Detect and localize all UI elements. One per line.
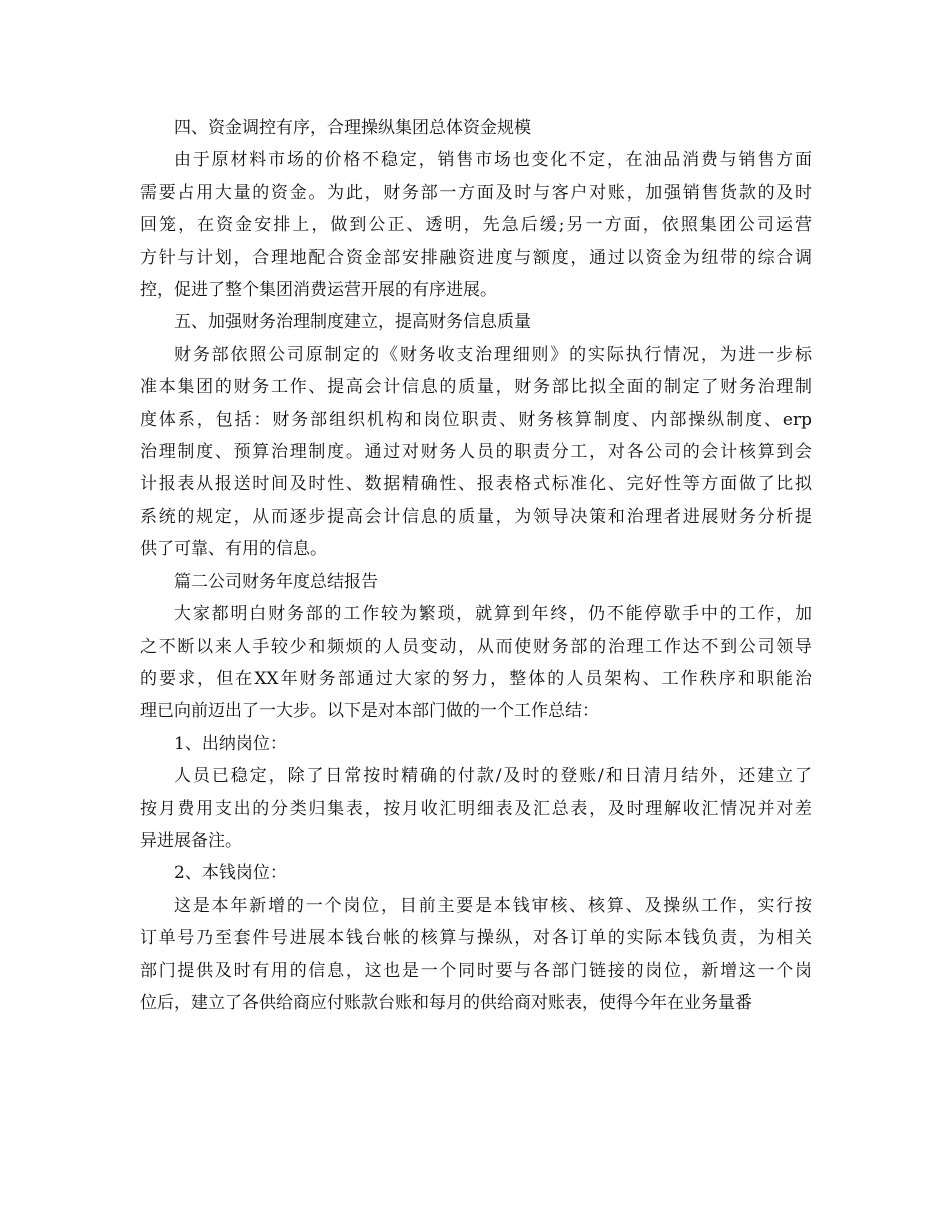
text-line: 订单号乃至套件号进展本钱台帐的核算与操纵，对各订单的实际本钱负责，为相关: [140, 928, 812, 949]
text-line: 财务部依照公司原制定的《财务收支治理细则》的实际执行情况，为进一步标: [174, 344, 812, 365]
text-line: 由于原材料市场的价格不稳定，销售市场也变化不定，在油品消费与销售方面: [174, 150, 812, 171]
paragraph: [140, 339, 812, 566]
text-line: 异进展备注。: [140, 830, 242, 851]
text-line: 这是本年新增的一个岗位，目前主要是本钱审核、核算、及操纵工作，实行按: [174, 895, 812, 916]
text-line: 供了可靠、有用的信息。: [140, 539, 327, 560]
text-line: 理已向前迈出了一大步。以下是对本部门做的一个工作总结：: [140, 701, 599, 722]
text-line: 控，促进了整个集团消费运营开展的有序进展。: [140, 280, 497, 301]
paragraph: [140, 144, 812, 306]
text-line: 人员已稳定，除了日常按时精确的付款/及时的登账/和日清月结外，还建立了: [174, 766, 812, 787]
text-line: 位后，建立了各供给商应付账款台账和每月的供给商对账表，使得今年在业务量番: [140, 992, 752, 1013]
text-line: 篇二公司财务年度总结报告: [174, 571, 378, 592]
text-line: 按月费用支出的分类归集表，按月收汇明细表及汇总表，及时理解收汇情况并对差: [140, 798, 812, 819]
text-line: 回笼，在资金安排上，做到公正、透明，先急后缓;另一方面，依照集团公司运营: [140, 215, 812, 236]
text-line: 准本集团的财务工作、提高会计信息的质量，财务部比拟全面的制定了财务治理制: [140, 377, 812, 398]
text-line: 五、加强财务治理制度建立，提高财务信息质量: [174, 312, 531, 333]
text-line: 系统的规定，从而逐步提高会计信息的质量，为领导决策和治理者进展财务分析提: [140, 506, 812, 527]
text-line: 方针与计划，合理地配合资金部安排融资进度与额度，通过以资金为纽带的综合调: [140, 247, 812, 268]
paragraph: [140, 890, 812, 1020]
paragraph: [140, 306, 812, 338]
paragraph: [140, 760, 812, 857]
text-line: 度体系，包括：财务部组织机构和岗位职责、财务核算制度、内部操纵制度、erp: [140, 409, 812, 430]
text-line: 部门提供及时有用的信息，这也是一个同时要与各部门链接的岗位，新增这一个岗: [140, 960, 812, 981]
document-body: [140, 112, 812, 1019]
text-line: 的要求，但在XX年财务部通过大家的努力，整体的人员架构、工作秩序和职能治: [140, 668, 812, 689]
paragraph: [140, 728, 812, 760]
text-line: 计报表从报送时间及时性、数据精确性、报表格式标准化、完好性等方面做了比拟: [140, 474, 812, 495]
paragraph: [140, 857, 812, 889]
paragraph: [140, 598, 812, 728]
text-line: 需要占用大量的资金。为此，财务部一方面及时与客户对账，加强销售货款的及时: [140, 182, 812, 203]
text-line: 大家都明白财务部的工作较为繁琐，就算到年终，仍不能停歇手中的工作，加: [174, 604, 812, 625]
text-line: 治理制度、预算治理制度。通过对财务人员的职责分工，对各公司的会计核算到会: [140, 442, 812, 463]
text-line: 四、资金调控有序，合理操纵集团总体资金规模: [174, 118, 531, 138]
text-line: 2、本钱岗位：: [174, 863, 287, 884]
paragraph: [140, 566, 812, 598]
text-line: 之不断以来人手较少和频烦的人员变动，从而使财务部的治理工作达不到公司领导: [140, 636, 812, 657]
paragraph: [140, 112, 812, 144]
text-line: 1、出纳岗位：: [174, 733, 287, 754]
